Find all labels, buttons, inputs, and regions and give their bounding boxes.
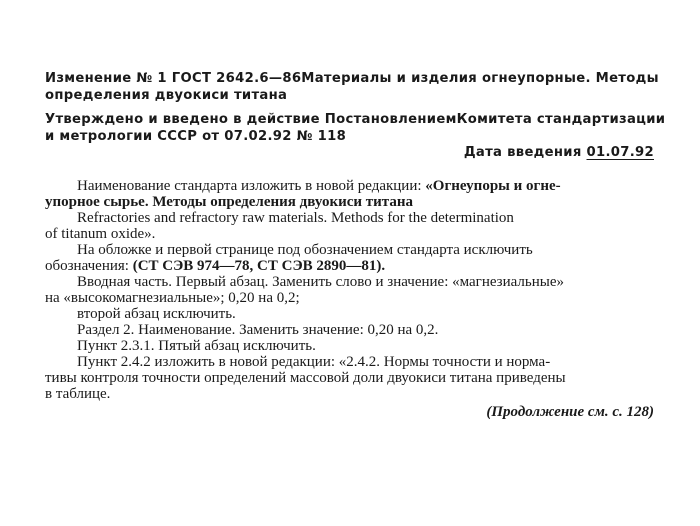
paragraph-1-line-4: of titanum oxide». <box>45 226 156 242</box>
header-title-line <box>45 70 657 87</box>
header-title-continuation: определения двуокиси титана <box>45 88 288 103</box>
paragraph-text: обозначения: <box>45 258 133 274</box>
approval-decree: и метрологии СССР от 07.02.92 № 118 <box>45 129 347 144</box>
paragraph-1-line-2: упорное сырье. Методы определения двуокиси титана <box>45 194 413 210</box>
paragraph-3-line-1: Вводная часть. Первый абзац. Заменить слово и значение: «магнезиальные» <box>77 274 565 290</box>
paragraph-6-line-3: в таблице. <box>45 386 111 402</box>
continuation-note: (Продолжение см. с. 128) <box>486 404 654 420</box>
excluded-designations: (СТ СЭВ 974—78, СТ СЭВ 2890—81). <box>132 258 386 274</box>
paragraph-2-line-1: На обложке и первой странице под обозначением стандарта исключить <box>77 242 533 258</box>
standard-title: Материалы и изделия огнеупорные. Методы <box>301 71 659 86</box>
approval-text: Утверждено и введено в действие Постановлением <box>45 112 457 127</box>
effective-date-label: Дата введения <box>463 145 582 160</box>
paragraph-4: Раздел 2. Наименование. Заменить значение: 0,20 на 0,2. <box>77 322 439 338</box>
amendment-number: Изменение № 1 ГОСТ 2642.6—86 <box>45 71 302 86</box>
paragraph-2-line-2 <box>45 258 385 275</box>
paragraph-1-line-1 <box>77 178 561 195</box>
effective-date <box>464 144 654 161</box>
paragraph-3-line-3: второй абзац исключить. <box>77 306 236 322</box>
effective-date-value: 01.07.92 <box>586 145 654 160</box>
paragraph-5: Пункт 2.3.1. Пятый абзац исключить. <box>77 338 316 354</box>
paragraph-1-line-3: Refractories and refractory raw materials. Methods for the determination <box>77 210 514 226</box>
paragraph-6-line-1: Пункт 2.4.2 изложить в новой редакции: «2.4.2. Нормы точности и норма- <box>77 354 551 370</box>
paragraph-6-line-2: тивы контроля точности определений массовой доли двуокиси титана приведены <box>45 370 566 386</box>
committee-name: Комитета стандартизации <box>456 112 666 127</box>
paragraph-text: Наименование стандарта изложить в новой редакции: <box>77 178 426 194</box>
paragraph-3-line-2: на «высокомагнезиальные»; 0,20 на 0,2; <box>45 290 300 306</box>
new-title-text: «Огнеупоры и огне- <box>425 178 561 194</box>
approval-line <box>45 111 666 128</box>
